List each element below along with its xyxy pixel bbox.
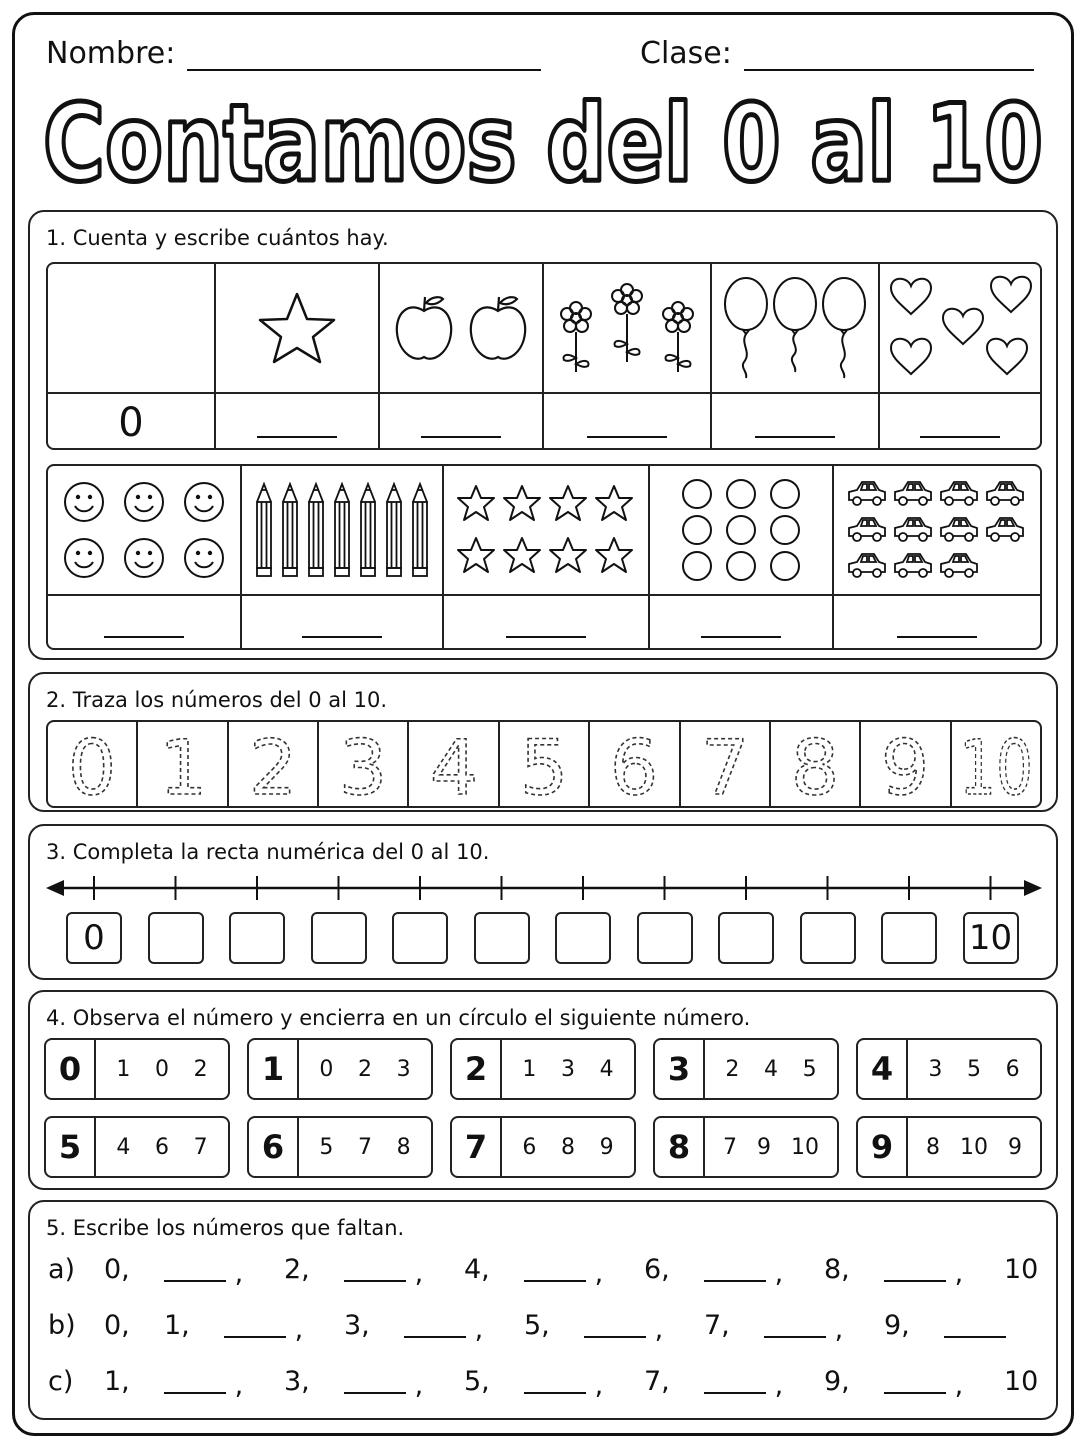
number-option[interactable]: 3 — [560, 1056, 575, 1082]
sequence-label: b) — [48, 1310, 76, 1341]
heart-icon — [880, 264, 1040, 392]
answer-blank[interactable]: , — [764, 1310, 843, 1345]
number-options — [96, 1040, 228, 1098]
star-icon — [216, 264, 378, 392]
sequence-number: 3, — [284, 1366, 310, 1397]
answer-blank[interactable]: , — [704, 1254, 783, 1289]
count-row-1 — [46, 262, 1042, 450]
sequence-label: c) — [48, 1366, 74, 1397]
number-options — [502, 1118, 634, 1176]
next-number-item — [44, 1038, 230, 1100]
name-line[interactable] — [187, 45, 541, 71]
trace-cell[interactable] — [861, 722, 951, 812]
count-row-2 — [46, 464, 1042, 650]
trace-row — [46, 720, 1042, 812]
count-cell — [712, 264, 880, 448]
next-number-item — [450, 1038, 636, 1100]
answer-blank[interactable]: , — [584, 1310, 663, 1345]
trace-digit: 4 — [429, 723, 478, 812]
section-number-line — [28, 824, 1058, 980]
number-option[interactable]: 7 — [723, 1134, 737, 1160]
number-option[interactable]: 8 — [560, 1134, 575, 1160]
answer-blank[interactable]: , — [404, 1310, 483, 1345]
answer-cell[interactable] — [880, 392, 1040, 448]
section-4-title: 4. Observa el número y encierra en un círculo el siguiente número. — [46, 1006, 751, 1030]
number-option[interactable]: 3 — [928, 1056, 943, 1082]
number-line — [46, 870, 1042, 910]
answer-blank[interactable]: , — [884, 1366, 963, 1401]
section-2-title: 2. Traza los números del 0 al 10. — [46, 688, 388, 712]
next-number-item — [653, 1038, 839, 1100]
sequence-number: 7, — [704, 1310, 730, 1341]
next-number-item — [44, 1116, 230, 1178]
number-option[interactable]: 10 — [960, 1134, 988, 1160]
flower-icon — [544, 264, 710, 392]
sequence-number: 8, — [824, 1254, 850, 1285]
number-option[interactable]: 4 — [116, 1134, 131, 1160]
answer-cell[interactable] — [216, 392, 378, 448]
given-number: 5 — [46, 1118, 96, 1176]
number-box-empty[interactable] — [637, 912, 693, 964]
number-option[interactable]: 2 — [193, 1056, 208, 1082]
given-number: 7 — [452, 1118, 502, 1176]
sequence-number: 4, — [464, 1254, 490, 1285]
count-cell — [880, 264, 1040, 448]
number-option[interactable]: 4 — [599, 1056, 614, 1082]
next-number-item — [450, 1116, 636, 1178]
number-box-empty[interactable] — [881, 912, 937, 964]
number-option[interactable]: 6 — [1005, 1056, 1020, 1082]
sequence-number: 10 — [1004, 1366, 1039, 1397]
given-number: 3 — [655, 1040, 705, 1098]
given-number: 8 — [655, 1118, 705, 1176]
trace-digit: 2 — [248, 723, 298, 812]
count-cell — [834, 466, 1040, 648]
number-option[interactable]: 9 — [757, 1134, 771, 1160]
answer-cell[interactable] — [544, 392, 710, 448]
smiley-icon — [48, 466, 240, 594]
number-option[interactable]: 8 — [396, 1134, 411, 1160]
next-number-item — [247, 1038, 433, 1100]
trace-cell[interactable] — [590, 722, 680, 812]
number-option[interactable]: 7 — [193, 1134, 208, 1160]
section-1-title: 1. Cuenta y escribe cuántos hay. — [46, 226, 389, 250]
section-count — [28, 210, 1058, 660]
trace-cell[interactable] — [138, 722, 228, 812]
name-field — [46, 36, 541, 71]
number-box-empty[interactable] — [148, 912, 204, 964]
trace-cell[interactable] — [229, 722, 319, 812]
sequence-number: 0, — [104, 1310, 130, 1341]
answer-blank[interactable]: , — [524, 1254, 603, 1289]
trace-cell[interactable] — [319, 722, 409, 812]
class-field — [640, 36, 1034, 71]
class-label: Clase: — [640, 36, 732, 71]
number-options — [705, 1040, 837, 1098]
balloon-icon — [712, 264, 878, 392]
trace-digit: 0 — [67, 723, 117, 812]
trace-cell[interactable] — [409, 722, 499, 812]
number-box-filled: 0 — [66, 912, 122, 964]
sequence-number: 9, — [824, 1366, 850, 1397]
section-trace — [28, 672, 1058, 812]
number-options — [705, 1118, 837, 1176]
sequence-row — [48, 1366, 1038, 1406]
section-5-title: 5. Escribe los números que faltan. — [46, 1216, 405, 1240]
number-option[interactable]: 5 — [319, 1134, 334, 1160]
number-option[interactable]: 6 — [154, 1134, 169, 1160]
trace-cell[interactable] — [48, 722, 138, 812]
next-number-item — [856, 1038, 1042, 1100]
given-number: 0 — [46, 1040, 96, 1098]
apple-icon — [380, 264, 542, 392]
answer-blank[interactable]: , — [224, 1310, 303, 1345]
section-next-number — [28, 990, 1058, 1190]
answer-blank[interactable]: , — [344, 1254, 423, 1289]
section-missing-numbers — [28, 1200, 1058, 1420]
count-cell — [216, 264, 380, 448]
next-number-item — [856, 1116, 1042, 1178]
number-box-empty[interactable] — [392, 912, 448, 964]
right-arrow-icon — [1024, 880, 1042, 896]
number-options — [96, 1118, 228, 1176]
number-options — [502, 1040, 634, 1098]
number-option[interactable]: 4 — [763, 1056, 778, 1082]
count-cell — [48, 466, 242, 648]
class-line[interactable] — [744, 45, 1034, 71]
number-option[interactable]: 3 — [396, 1056, 411, 1082]
answer-blank[interactable]: , — [164, 1254, 243, 1289]
trace-digit: 7 — [700, 723, 749, 812]
trace-digit: 8 — [790, 723, 840, 812]
sequence-row — [48, 1310, 1038, 1350]
sequence-number: 6, — [644, 1254, 670, 1285]
given-number: 2 — [452, 1040, 502, 1098]
number-box-filled: 10 — [963, 912, 1019, 964]
number-option[interactable]: 5 — [802, 1056, 817, 1082]
answer-cell[interactable] — [650, 594, 832, 648]
answer-cell[interactable] — [834, 594, 1040, 648]
answer-blank[interactable] — [944, 1310, 1006, 1345]
circle-icon — [650, 466, 832, 594]
count-cell — [444, 466, 650, 648]
count-cell — [48, 264, 216, 448]
number-options — [299, 1040, 431, 1098]
count-cell — [650, 466, 834, 648]
trace-digit: 5 — [519, 723, 569, 812]
number-option[interactable]: 5 — [966, 1056, 981, 1082]
sequence-number: 5, — [464, 1366, 490, 1397]
next-number-item — [247, 1116, 433, 1178]
number-option[interactable]: 1 — [116, 1056, 131, 1082]
sequence-number: 1, — [164, 1310, 190, 1341]
trace-cell[interactable] — [771, 722, 861, 812]
section-3-title: 3. Completa la recta numérica del 0 al 10. — [46, 840, 490, 864]
number-option[interactable]: 10 — [791, 1134, 819, 1160]
number-option[interactable]: 0 — [319, 1056, 334, 1082]
number-option[interactable]: 6 — [522, 1134, 537, 1160]
trace-digit: 3 — [339, 723, 388, 812]
count-cell — [544, 264, 712, 448]
trace-cell[interactable] — [500, 722, 590, 812]
number-box-empty[interactable] — [800, 912, 856, 964]
given-number: 4 — [858, 1040, 908, 1098]
number-option[interactable]: 7 — [357, 1134, 372, 1160]
sequence-number: 2, — [284, 1254, 310, 1285]
number-option[interactable]: 0 — [154, 1056, 169, 1082]
sequence-number: 10 — [1004, 1254, 1039, 1285]
small-star-icon — [444, 466, 648, 594]
count-cell — [242, 466, 444, 648]
number-options — [299, 1118, 431, 1176]
pencil-icon — [242, 466, 442, 594]
answer-blank[interactable]: , — [884, 1254, 963, 1289]
sequence-number: 7, — [644, 1366, 670, 1397]
given-number: 6 — [249, 1118, 299, 1176]
answer-cell[interactable] — [712, 392, 878, 448]
trace-cell[interactable] — [952, 722, 1040, 812]
sequence-number: 3, — [344, 1310, 370, 1341]
answer-blank[interactable]: , — [704, 1366, 783, 1401]
sequence-number: 0, — [104, 1254, 130, 1285]
number-option[interactable]: 2 — [357, 1056, 372, 1082]
sequence-label: a) — [48, 1254, 76, 1285]
number-box-empty[interactable] — [229, 912, 285, 964]
number-option[interactable]: 9 — [1008, 1134, 1022, 1160]
trace-cell[interactable] — [681, 722, 771, 812]
given-number: 1 — [249, 1040, 299, 1098]
number-option[interactable]: 9 — [599, 1134, 614, 1160]
answer-cell[interactable] — [242, 594, 442, 648]
page-title-text: Contamos del 0 al 10 — [43, 82, 1043, 205]
number-option[interactable]: 8 — [926, 1134, 940, 1160]
left-arrow-icon — [46, 880, 64, 896]
page-title — [30, 82, 1056, 205]
answer-cell[interactable] — [444, 594, 648, 648]
car-icon — [834, 466, 1040, 594]
answer-cell[interactable] — [380, 392, 542, 448]
sequence-number: 5, — [524, 1310, 550, 1341]
trace-digit: 9 — [881, 723, 930, 812]
sequence-number: 1, — [104, 1366, 130, 1397]
answer-cell — [48, 392, 214, 448]
number-box-empty[interactable] — [555, 912, 611, 964]
given-number: 9 — [858, 1118, 908, 1176]
answer-blank[interactable]: , — [344, 1366, 423, 1401]
next-number-item — [653, 1116, 839, 1178]
empty-cell — [48, 264, 214, 392]
number-option[interactable]: 2 — [725, 1056, 740, 1082]
number-options — [908, 1040, 1040, 1098]
trace-digit: 6 — [610, 723, 659, 812]
answer-cell[interactable] — [48, 594, 240, 648]
answer-blank[interactable]: , — [524, 1366, 603, 1401]
name-label: Nombre: — [46, 36, 176, 71]
sequence-row — [48, 1254, 1038, 1294]
number-box-empty[interactable] — [311, 912, 367, 964]
trace-digit: 1 — [158, 723, 207, 812]
number-option[interactable]: 1 — [522, 1056, 537, 1082]
number-box-empty[interactable] — [474, 912, 530, 964]
trace-digit: 10 — [958, 723, 1033, 812]
number-box-empty[interactable] — [718, 912, 774, 964]
number-options — [908, 1118, 1040, 1176]
answer-zero: 0 — [118, 400, 144, 446]
count-cell — [380, 264, 544, 448]
answer-blank[interactable]: , — [164, 1366, 243, 1401]
sequence-number: 9, — [884, 1310, 910, 1341]
